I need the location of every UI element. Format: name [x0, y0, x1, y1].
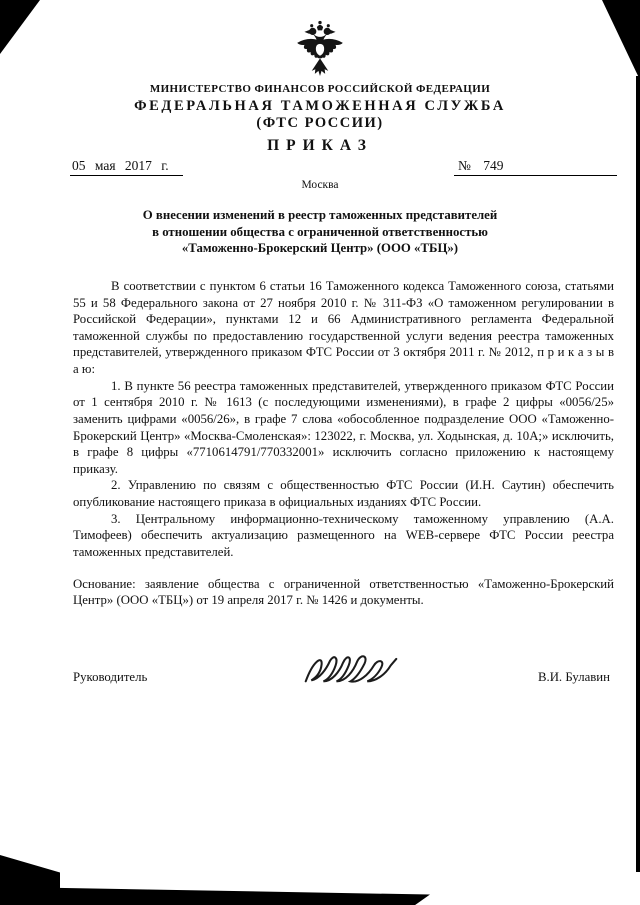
scan-artifact-bottom-edge [58, 887, 430, 905]
document-title-line3: «Таможенно-Брокерский Центр» (ООО «ТБЦ») [181, 241, 459, 256]
body-paragraph-preamble: В соответствии с пунктом 6 статьи 16 Таможенного кодекса Таможенного союза, статьями 55 и 58 Федерального закона от 27 ноября 2010 г. № 311-ФЗ «О таможенном регулировании в Российской Федерации», пунктами 12 и 66 Административного регламента Федеральной таможенной службы по предоставлению государственной услуги ведения реестра таможенных представителей, утвержденного приказом ФТС России от 3 октября 2011 г. № 2012, п р и к а з ы в а ю: [73, 278, 614, 376]
document-title-line1: О внесении изменений в реестр таможенных представителей [142, 208, 498, 222]
agency-abbreviation: (ФТС РОССИИ) [256, 115, 384, 131]
date-number-row [70, 158, 617, 176]
scan-artifact-right-edge [636, 76, 640, 872]
body-paragraph-item-1: 1. В пункте 56 реестра таможенных представителей, утвержденного приказом ФТС России от 1 сентября 2010 г. № 1613 (с последующими изменениями), в графе 2 цифры «0056/25» заменить цифрами «0056/26», в графе 7 слова «обособленное подразделение ООО «Таможенно-Брокерский Центр» «Москва-Смоленская»: 123022, г. Москва, ул. Ходынская, д. 10А;» исключить, в графе 8 цифры «7710614791/770332001» исключить согласно приложению к настоящему приказу. [73, 378, 614, 476]
signer-role: Руководитель [73, 669, 148, 684]
ministry-name: МИНИСТЕРСТВО ФИНАНСОВ РОССИЙСКОЙ ФЕДЕРАЦИИ [149, 83, 491, 95]
body-paragraph-item-2: 2. Управлению по связям с общественностью ФТС России (И.Н. Саутин) обеспечить опубликование настоящего приказа в официальных изданиях ФТС России. [73, 478, 614, 509]
body-paragraph-item-3: 3. Центральному информационно-техническому таможенному управлению (А.А. Тимофеев) обеспечить актуализацию размещенного на WEB-сервере ФТС России реестра таможенных представителей. [73, 511, 614, 559]
document-title-line2: в отношении общества с ограниченной ответственностью [152, 224, 488, 239]
issue-city: Москва [301, 179, 339, 191]
scan-artifact-bottom-left [0, 855, 60, 905]
document-body [73, 278, 614, 561]
document-type-label: ПРИКАЗ [267, 137, 373, 154]
document-number: № 749 [454, 158, 617, 176]
document-date: 05 мая 2017 г. [70, 158, 183, 176]
emblem-container [0, 20, 640, 76]
signature-autograph [302, 651, 414, 693]
signature-block [73, 651, 610, 685]
document-title [40, 207, 600, 257]
coat-of-arms-icon [293, 20, 347, 76]
basis-paragraph: Основание: заявление общества с ограниченной ответственностью «Таможенно-Брокерский Центр» (ООО «ТБЦ») от 19 апреля 2017 г. № 1426 и документы. [73, 576, 614, 608]
signer-name: В.И. Булавин [537, 669, 610, 684]
document-header [0, 0, 640, 155]
agency-name: ФЕДЕРАЛЬНАЯ ТАМОЖЕННАЯ СЛУЖБА [134, 98, 506, 114]
